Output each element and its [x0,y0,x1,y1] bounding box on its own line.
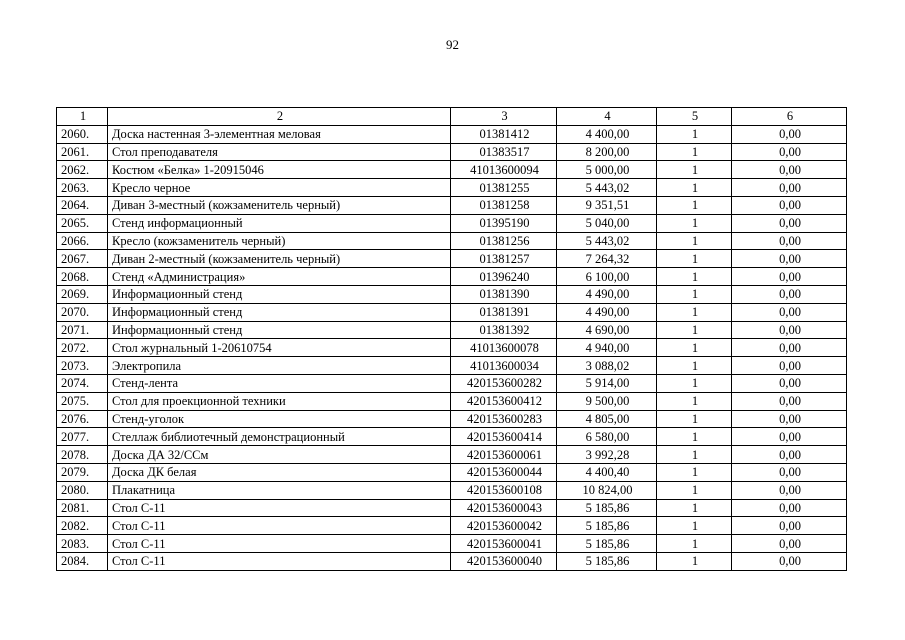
table-row [57,552,847,570]
price-cell: 4 940,00 [557,339,657,357]
quantity-cell: 1 [657,196,732,214]
inventory-code-cell: 01381255 [451,179,557,197]
item-number-cell: 2075. [57,392,108,410]
quantity-cell: 1 [657,214,732,232]
residual-value-cell: 0,00 [732,428,847,446]
item-name-cell: Информационный стенд [108,303,451,321]
table-header-row [57,108,847,126]
inventory-code-cell: 01381391 [451,303,557,321]
inventory-code-cell: 420153600108 [451,481,557,499]
item-name-cell: Стенд-лента [108,374,451,392]
inventory-code-cell: 420153600042 [451,517,557,535]
item-number-cell: 2064. [57,196,108,214]
item-name-cell: Кресло (кожзаменитель черный) [108,232,451,250]
item-number-cell: 2080. [57,481,108,499]
residual-value-cell: 0,00 [732,410,847,428]
table-row [57,410,847,428]
inventory-code-cell: 01381258 [451,196,557,214]
quantity-cell: 1 [657,517,732,535]
table-row [57,357,847,375]
residual-value-cell: 0,00 [732,214,847,232]
inventory-code-cell: 41013600034 [451,357,557,375]
quantity-cell: 1 [657,552,732,570]
inventory-table-body [57,108,847,571]
inventory-code-cell: 420153600412 [451,392,557,410]
quantity-cell: 1 [657,250,732,268]
item-number-cell: 2077. [57,428,108,446]
quantity-cell: 1 [657,161,732,179]
price-cell: 4 490,00 [557,303,657,321]
price-cell: 4 490,00 [557,285,657,303]
item-name-cell: Стенд «Администрация» [108,268,451,286]
residual-value-cell: 0,00 [732,161,847,179]
residual-value-cell: 0,00 [732,232,847,250]
item-number-cell: 2083. [57,535,108,553]
table-row [57,374,847,392]
inventory-code-cell: 420153600044 [451,463,557,481]
item-name-cell: Стенд информационный [108,214,451,232]
residual-value-cell: 0,00 [732,517,847,535]
inventory-code-cell: 41013600094 [451,161,557,179]
item-name-cell: Стол для проекционной техники [108,392,451,410]
inventory-code-cell: 01383517 [451,143,557,161]
residual-value-cell: 0,00 [732,481,847,499]
price-cell: 5 185,86 [557,535,657,553]
quantity-cell: 1 [657,125,732,143]
table-row [57,232,847,250]
inventory-code-cell: 41013600078 [451,339,557,357]
table-row [57,517,847,535]
quantity-cell: 1 [657,410,732,428]
price-cell: 10 824,00 [557,481,657,499]
price-cell: 7 264,32 [557,250,657,268]
residual-value-cell: 0,00 [732,339,847,357]
residual-value-cell: 0,00 [732,143,847,161]
item-number-cell: 2060. [57,125,108,143]
item-number-cell: 2079. [57,463,108,481]
inventory-code-cell: 420153600414 [451,428,557,446]
residual-value-cell: 0,00 [732,268,847,286]
quantity-cell: 1 [657,357,732,375]
item-name-cell: Плакатница [108,481,451,499]
residual-value-cell: 0,00 [732,463,847,481]
item-number-cell: 2070. [57,303,108,321]
residual-value-cell: 0,00 [732,125,847,143]
table-row [57,428,847,446]
item-number-cell: 2068. [57,268,108,286]
item-name-cell: Доска ДА 32/ССм [108,446,451,464]
quantity-cell: 1 [657,446,732,464]
item-number-cell: 2081. [57,499,108,517]
item-number-cell: 2084. [57,552,108,570]
item-name-cell: Информационный стенд [108,285,451,303]
table-row [57,499,847,517]
residual-value-cell: 0,00 [732,303,847,321]
quantity-cell: 1 [657,321,732,339]
table-row [57,179,847,197]
table-row [57,125,847,143]
quantity-cell: 1 [657,535,732,553]
price-cell: 4 805,00 [557,410,657,428]
item-name-cell: Доска настенная 3-элементная меловая [108,125,451,143]
header-cell-col-2: 2 [108,108,451,126]
table-row [57,285,847,303]
item-number-cell: 2076. [57,410,108,428]
item-name-cell: Стол С-11 [108,499,451,517]
item-name-cell: Стол преподавателя [108,143,451,161]
price-cell: 5 443,02 [557,179,657,197]
item-name-cell: Костюм «Белка» 1-20915046 [108,161,451,179]
quantity-cell: 1 [657,374,732,392]
item-number-cell: 2066. [57,232,108,250]
item-name-cell: Кресло черное [108,179,451,197]
price-cell: 4 400,00 [557,125,657,143]
price-cell: 4 400,40 [557,463,657,481]
price-cell: 5 185,86 [557,499,657,517]
residual-value-cell: 0,00 [732,357,847,375]
item-name-cell: Стол С-11 [108,535,451,553]
item-number-cell: 2063. [57,179,108,197]
item-name-cell: Диван 3-местный (кожзаменитель черный) [108,196,451,214]
header-cell-col-1: 1 [57,108,108,126]
quantity-cell: 1 [657,392,732,410]
table-row [57,321,847,339]
item-number-cell: 2072. [57,339,108,357]
inventory-code-cell: 01396240 [451,268,557,286]
price-cell: 4 690,00 [557,321,657,339]
quantity-cell: 1 [657,268,732,286]
header-cell-col-3: 3 [451,108,557,126]
item-number-cell: 2078. [57,446,108,464]
table-row [57,339,847,357]
item-name-cell: Информационный стенд [108,321,451,339]
table-row [57,196,847,214]
table-row [57,481,847,499]
quantity-cell: 1 [657,463,732,481]
inventory-code-cell: 01381392 [451,321,557,339]
price-cell: 8 200,00 [557,143,657,161]
table-row [57,250,847,268]
inventory-code-cell: 01381390 [451,285,557,303]
quantity-cell: 1 [657,428,732,446]
inventory-code-cell: 420153600283 [451,410,557,428]
residual-value-cell: 0,00 [732,250,847,268]
inventory-table [56,107,847,571]
item-name-cell: Электропила [108,357,451,375]
residual-value-cell: 0,00 [732,285,847,303]
residual-value-cell: 0,00 [732,196,847,214]
price-cell: 3 992,28 [557,446,657,464]
item-name-cell: Стеллаж библиотечный демонстрационный [108,428,451,446]
item-number-cell: 2082. [57,517,108,535]
item-name-cell: Диван 2-местный (кожзаменитель черный) [108,250,451,268]
table-row [57,463,847,481]
item-name-cell: Стол журнальный 1-20610754 [108,339,451,357]
quantity-cell: 1 [657,499,732,517]
table-row [57,161,847,179]
price-cell: 5 914,00 [557,374,657,392]
residual-value-cell: 0,00 [732,179,847,197]
header-cell-col-6: 6 [732,108,847,126]
inventory-code-cell: 01381256 [451,232,557,250]
inventory-code-cell: 420153600061 [451,446,557,464]
inventory-code-cell: 420153600282 [451,374,557,392]
header-cell-col-5: 5 [657,108,732,126]
price-cell: 5 040,00 [557,214,657,232]
item-number-cell: 2069. [57,285,108,303]
page-number: 92 [446,37,459,52]
table-row [57,268,847,286]
residual-value-cell: 0,00 [732,552,847,570]
inventory-code-cell: 420153600040 [451,552,557,570]
inventory-code-cell: 01381257 [451,250,557,268]
quantity-cell: 1 [657,481,732,499]
residual-value-cell: 0,00 [732,374,847,392]
price-cell: 5 185,86 [557,517,657,535]
item-number-cell: 2065. [57,214,108,232]
quantity-cell: 1 [657,143,732,161]
quantity-cell: 1 [657,339,732,357]
quantity-cell: 1 [657,232,732,250]
item-name-cell: Стол С-11 [108,552,451,570]
inventory-code-cell: 01381412 [451,125,557,143]
price-cell: 5 443,02 [557,232,657,250]
item-number-cell: 2071. [57,321,108,339]
residual-value-cell: 0,00 [732,499,847,517]
item-name-cell: Стенд-уголок [108,410,451,428]
item-number-cell: 2067. [57,250,108,268]
header-cell-col-4: 4 [557,108,657,126]
item-name-cell: Стол С-11 [108,517,451,535]
item-number-cell: 2062. [57,161,108,179]
quantity-cell: 1 [657,179,732,197]
item-number-cell: 2073. [57,357,108,375]
price-cell: 6 100,00 [557,268,657,286]
residual-value-cell: 0,00 [732,535,847,553]
item-number-cell: 2074. [57,374,108,392]
residual-value-cell: 0,00 [732,321,847,339]
table-row [57,143,847,161]
table-row [57,535,847,553]
quantity-cell: 1 [657,303,732,321]
inventory-code-cell: 01395190 [451,214,557,232]
table-row [57,392,847,410]
table-row [57,446,847,464]
price-cell: 5 185,86 [557,552,657,570]
price-cell: 6 580,00 [557,428,657,446]
residual-value-cell: 0,00 [732,392,847,410]
price-cell: 3 088,02 [557,357,657,375]
quantity-cell: 1 [657,285,732,303]
residual-value-cell: 0,00 [732,446,847,464]
price-cell: 9 500,00 [557,392,657,410]
item-number-cell: 2061. [57,143,108,161]
table-row [57,303,847,321]
price-cell: 5 000,00 [557,161,657,179]
inventory-code-cell: 420153600043 [451,499,557,517]
table-row [57,214,847,232]
price-cell: 9 351,51 [557,196,657,214]
item-name-cell: Доска ДК белая [108,463,451,481]
inventory-code-cell: 420153600041 [451,535,557,553]
